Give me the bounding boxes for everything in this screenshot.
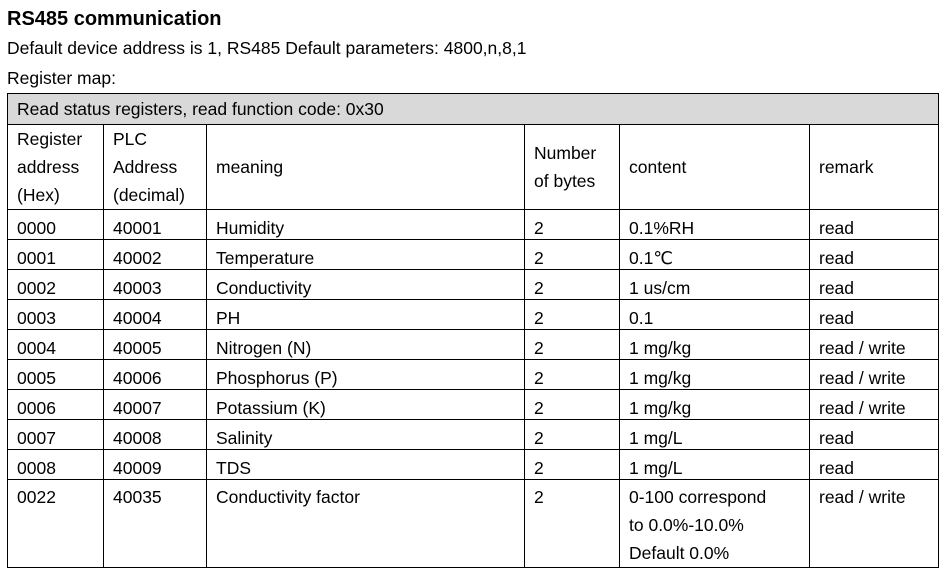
cell-remark: read	[810, 450, 939, 480]
cell-meaning: Potassium (K)	[207, 390, 525, 420]
cell-remark: read	[810, 240, 939, 270]
default-parameters-text: Default device address is 1, RS485 Default parameters: 4800,n,8,1	[7, 38, 527, 58]
cell-meaning: Salinity	[207, 420, 525, 450]
cell-content: 0.1%RH	[620, 210, 810, 240]
cell-content: 1 mg/kg	[620, 330, 810, 360]
cell-meaning: TDS	[207, 450, 525, 480]
cell-register-address: 0022	[8, 480, 104, 568]
cell-number-of-bytes: 2	[525, 330, 620, 360]
cell-number-of-bytes: 2	[525, 360, 620, 390]
table-row	[8, 450, 939, 480]
table-caption: Read status registers, read function code: 0x30	[8, 94, 939, 125]
cell-plc-address: 40004	[104, 300, 207, 330]
register-map-table	[7, 93, 939, 568]
cell-meaning: Conductivity factor	[207, 480, 525, 568]
cell-remark: read / write	[810, 330, 939, 360]
table-row	[8, 270, 939, 300]
table-header-row	[8, 125, 939, 210]
cell-content: 1 mg/kg	[620, 390, 810, 420]
cell-register-address: 0004	[8, 330, 104, 360]
header-plc-address: PLC Address (decimal)	[104, 125, 207, 210]
table-row	[8, 300, 939, 330]
table-row	[8, 360, 939, 390]
cell-plc-address: 40005	[104, 330, 207, 360]
table-caption-row	[8, 94, 939, 125]
cell-register-address: 0001	[8, 240, 104, 270]
cell-number-of-bytes: 2	[525, 480, 620, 568]
cell-register-address: 0007	[8, 420, 104, 450]
cell-number-of-bytes: 2	[525, 390, 620, 420]
cell-register-address: 0006	[8, 390, 104, 420]
cell-meaning: Conductivity	[207, 270, 525, 300]
cell-content: 1 mg/kg	[620, 360, 810, 390]
cell-number-of-bytes: 2	[525, 270, 620, 300]
cell-register-address: 0008	[8, 450, 104, 480]
header-content: content	[620, 125, 810, 210]
header-register-address: Register address (Hex)	[8, 125, 104, 210]
cell-number-of-bytes: 2	[525, 240, 620, 270]
cell-plc-address: 40001	[104, 210, 207, 240]
cell-number-of-bytes: 2	[525, 210, 620, 240]
cell-meaning: PH	[207, 300, 525, 330]
cell-content: 1 us/cm	[620, 270, 810, 300]
cell-meaning: Phosphorus (P)	[207, 360, 525, 390]
cell-plc-address: 40007	[104, 390, 207, 420]
cell-register-address: 0002	[8, 270, 104, 300]
table-row	[8, 390, 939, 420]
cell-content: 0.1	[620, 300, 810, 330]
cell-register-address: 0003	[8, 300, 104, 330]
cell-plc-address: 40008	[104, 420, 207, 450]
cell-plc-address: 40009	[104, 450, 207, 480]
cell-remark: read	[810, 420, 939, 450]
cell-meaning: Humidity	[207, 210, 525, 240]
section-heading: RS485 communication	[7, 8, 222, 30]
cell-remark: read	[810, 270, 939, 300]
cell-remark: read / write	[810, 390, 939, 420]
cell-number-of-bytes: 2	[525, 300, 620, 330]
cell-plc-address: 40002	[104, 240, 207, 270]
table-body	[8, 210, 939, 568]
register-map-label: Register map:	[7, 68, 116, 88]
table-row	[8, 480, 939, 568]
cell-content: 1 mg/L	[620, 420, 810, 450]
cell-remark: read / write	[810, 480, 939, 568]
table-row	[8, 210, 939, 240]
cell-remark: read	[810, 210, 939, 240]
cell-remark: read / write	[810, 360, 939, 390]
header-remark: remark	[810, 125, 939, 210]
header-number-of-bytes: Number of bytes	[525, 125, 620, 210]
cell-plc-address: 40006	[104, 360, 207, 390]
cell-meaning: Nitrogen (N)	[207, 330, 525, 360]
cell-plc-address: 40035	[104, 480, 207, 568]
table-row	[8, 330, 939, 360]
cell-content: 1 mg/L	[620, 450, 810, 480]
cell-plc-address: 40003	[104, 270, 207, 300]
cell-register-address: 0005	[8, 360, 104, 390]
header-meaning: meaning	[207, 125, 525, 210]
cell-content: 0-100 correspond to 0.0%-10.0% Default 0.0%	[620, 480, 810, 568]
table-row	[8, 240, 939, 270]
table-row	[8, 420, 939, 450]
cell-number-of-bytes: 2	[525, 420, 620, 450]
cell-register-address: 0000	[8, 210, 104, 240]
cell-content: 0.1℃	[620, 240, 810, 270]
cell-remark: read	[810, 300, 939, 330]
cell-meaning: Temperature	[207, 240, 525, 270]
cell-number-of-bytes: 2	[525, 450, 620, 480]
